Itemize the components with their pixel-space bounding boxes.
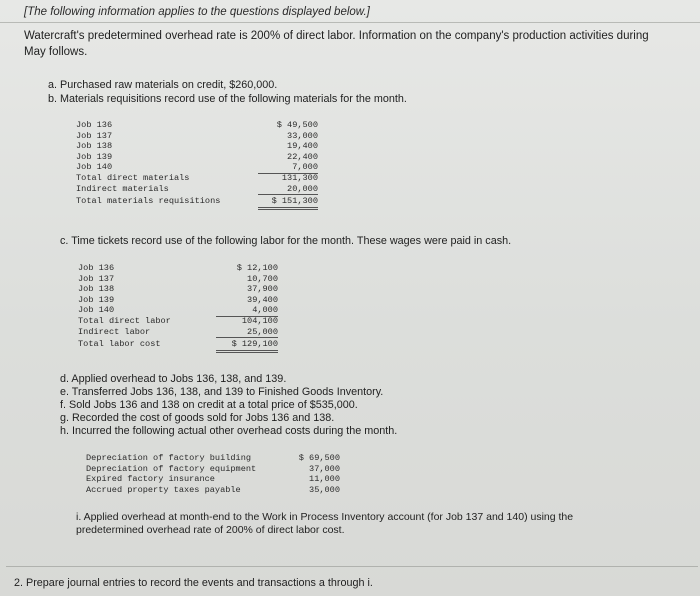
overhead-table [86, 453, 340, 495]
row-amount: $ 49,500 [276, 120, 318, 130]
row-amount: 22,400 [287, 151, 318, 162]
row-label: Job 137 [76, 130, 113, 141]
overhead-row [86, 464, 340, 475]
item-a: a. Purchased raw materials on credit, $260,000. [48, 79, 278, 91]
materials-row [76, 131, 318, 142]
row-label: Depreciation of factory building [86, 453, 252, 463]
row-amount: $ 69,500 [298, 453, 340, 463]
materials-row [76, 120, 318, 131]
materials-row [76, 162, 318, 173]
row-amount: 104,100 [241, 315, 278, 326]
row-label: Job 139 [78, 294, 115, 305]
event-item: e. Transferred Jobs 136, 138, and 139 to Finished Goods Inventory. [60, 386, 384, 398]
row-amount: 4,000 [216, 305, 278, 317]
question-2: 2. Prepare journal entries to record the events and transactions a through i. [14, 577, 373, 589]
row-label: Job 139 [76, 151, 113, 162]
labor-row [78, 339, 278, 350]
row-label: Expired factory insurance [86, 474, 215, 485]
row-label: Total labor cost [78, 339, 161, 350]
overhead-row [86, 474, 340, 485]
item-i: i. Applied overhead at month-end to the Work in Process Inventory account (for Job 137 and 140) using the predetermined overhead rate of 200% of direct labor cost. [76, 511, 574, 536]
materials-table [76, 120, 318, 207]
row-label: Job 140 [78, 305, 115, 316]
event-item: f. Sold Jobs 136 and 138 on credit at a total price of $535,000. [60, 399, 358, 411]
row-label: Total materials requisitions [76, 196, 221, 207]
row-amount: 37,900 [247, 284, 278, 295]
header-note: [The following information applies to the questions displayed below.] [24, 6, 370, 18]
row-amount: 20,000 [258, 184, 318, 196]
events-list [60, 373, 397, 438]
materials-row [76, 173, 318, 184]
labor-row [78, 284, 278, 295]
labor-row [78, 316, 278, 327]
row-label: Job 140 [76, 162, 113, 173]
event-item: g. Recorded the cost of goods sold for Jobs 136 and 138. [60, 412, 335, 424]
overhead-row [86, 485, 340, 496]
row-amount: 39,400 [247, 294, 278, 305]
materials-row [76, 141, 318, 152]
row-label: Job 137 [78, 273, 115, 284]
event-item: d. Applied overhead to Jobs 136, 138, and 139. [60, 373, 287, 385]
labor-row [78, 295, 278, 306]
intro-paragraph: Watercraft's predetermined overhead rate is 200% of direct labor. Information on the company's production activities during May follows. [24, 30, 649, 58]
materials-row [76, 152, 318, 163]
row-label: Job 138 [78, 284, 115, 295]
row-label: Total direct labor [78, 315, 171, 326]
row-label: Job 138 [76, 141, 113, 152]
labor-table [78, 263, 278, 350]
row-amount: $ 129,100 [216, 339, 278, 353]
labor-row [78, 274, 278, 285]
row-amount: 35,000 [309, 484, 340, 495]
labor-row [78, 263, 278, 274]
item-b: b. Materials requisitions record use of the following materials for the month. [48, 93, 407, 105]
row-label: Job 136 [78, 263, 115, 273]
row-amount: 37,000 [309, 463, 340, 474]
header-divider [0, 22, 700, 23]
event-item: h. Incurred the following actual other overhead costs during the month. [60, 425, 398, 437]
row-amount: $ 151,300 [258, 196, 318, 210]
row-amount: 131,300 [281, 172, 318, 183]
row-amount: $ 12,100 [236, 263, 278, 273]
row-label: Depreciation of factory equipment [86, 463, 257, 474]
materials-row [76, 184, 318, 195]
item-c: c. Time tickets record use of the following labor for the month. These wages were paid in cash. [60, 235, 512, 247]
overhead-row [86, 453, 340, 464]
row-label: Accrued property taxes payable [86, 484, 241, 495]
row-label: Indirect labor [78, 326, 151, 337]
labor-row [78, 305, 278, 316]
row-amount: 33,000 [287, 130, 318, 141]
row-label: Total direct materials [76, 172, 190, 183]
row-amount: 25,000 [216, 327, 278, 339]
row-amount: 19,400 [287, 141, 318, 152]
materials-row [76, 196, 318, 207]
row-amount: 10,700 [247, 273, 278, 284]
row-label: Indirect materials [76, 183, 169, 194]
row-amount: 7,000 [258, 162, 318, 174]
row-label: Job 136 [76, 120, 113, 130]
row-amount: 11,000 [309, 474, 340, 485]
labor-row [78, 327, 278, 338]
